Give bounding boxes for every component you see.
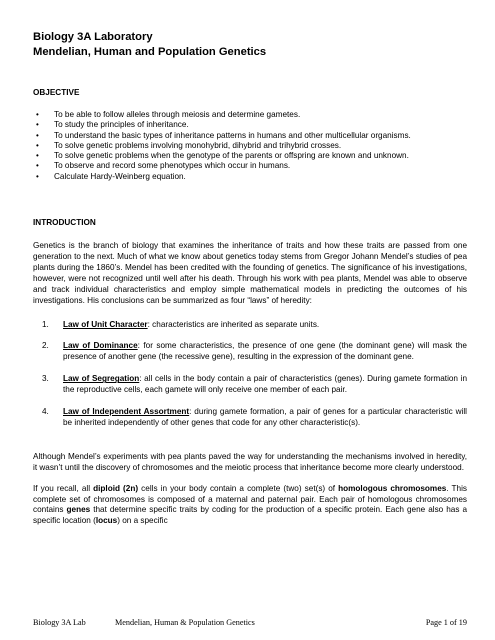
law-name: Law of Unit Character: [63, 319, 148, 329]
page-content: [33, 30, 467, 527]
objective-list: [33, 110, 467, 182]
list-item: • To solve genetic problems when the genotype of the parents or offspring are known and unknown.: [36, 151, 409, 161]
law-item: 3. Law of Segregation: all cells in the body contain a pair of characteristics (genes). During gamete formation in the reproductive cells, each gamete will only receive one member of each pair.: [42, 374, 468, 395]
law-name: Law of Segregation: [63, 374, 140, 384]
footer-course: Biology 3A Lab: [33, 618, 86, 627]
bullet-icon: •: [36, 110, 39, 119]
introduction-heading: INTRODUCTION: [33, 218, 96, 228]
bullet-icon: •: [36, 130, 39, 140]
list-item: • Calculate Hardy-Weinberg equation.: [36, 171, 186, 181]
bullet-icon: •: [36, 161, 39, 171]
document-title: [33, 30, 467, 60]
law-name: Law of Independent Assortment: [63, 407, 190, 417]
law-name: Law of Dominance: [63, 341, 138, 351]
title-line-1: Biology 3A Laboratory: [33, 31, 153, 43]
term-locus: locus: [95, 516, 118, 526]
objective-heading: OBJECTIVE: [33, 88, 80, 97]
bullet-icon: •: [36, 120, 39, 130]
term-diploid: diploid (2n): [93, 483, 139, 493]
bullet-icon: •: [36, 171, 39, 181]
bullet-icon: •: [36, 151, 39, 161]
term-homologous-chromosomes: homologous chromosomes: [338, 483, 447, 493]
bullet-icon: •: [36, 140, 39, 150]
heredity-laws-list: [33, 320, 467, 429]
list-item: • To understand the basic types of inheritance patterns in humans and other multicellular organisms.: [36, 130, 411, 140]
term-genes: genes: [66, 505, 91, 515]
intro-paragraph: Genetics is the branch of biology that examines the inheritance of traits and how these traits are passed from one generation to the next. Much of what we know about genetics today stems from Gregor Johann Mendel’s studies of pea plants during the 1860’s. Mendel has been credited with the founding of genetics. The significance of his investigations, however, were not recognized until well after his death. Through his work with pea plants, Mendel was able to observe and track individual characteristics and employ simple mathematical models in predicting the outcomes of his investigations. His conclusions can be summarized as four “laws” of heredity:: [33, 241, 467, 305]
mendel-chromosome-paragraph: Although Mendel’s experiments with pea plants paved the way for understanding the mechanisms involved in heredity, it wasn’t until the discovery of chromosomes and the meiotic process that inheritance become more clearly understood.: [33, 451, 467, 472]
footer-page-number: Page 1 of 19: [425, 618, 467, 627]
footer-title: Mendelian, Human & Population Genetics: [115, 618, 255, 627]
law-item: 2. Law of Dominance: for some characteristics, the presence of one gene (the dominant gene) will mask the presence of another gene (the recessive gene), resulting in the expression of the dominant gene.: [42, 341, 467, 362]
title-line-2: Mendelian, Human and Population Genetics: [33, 46, 267, 58]
list-item: • To be able to follow alleles through meiosis and determine gametes.: [36, 110, 301, 119]
list-item: • To solve genetic problems involving monohybrid, dihybrid and trihybrid crosses.: [36, 140, 342, 150]
diploid-paragraph: If you recall, all diploid (2n) cells in your body contain a complete (two) set(s) of homologous chromosomes. This complete set of chromosomes is composed of a maternal and paternal pair. Each pair of homologous chromosomes contains genes that determine specific traits by coding for the production of a specific protein. Each gene also has a specific location (locus) on a specific: [33, 483, 468, 526]
list-item: • To observe and record some phenotypes which occur in humans.: [36, 161, 291, 171]
list-item: • To study the principles of inheritance.: [36, 120, 189, 130]
law-item: 4. Law of Independent Assortment: during gamete formation, a pair of genes for a particular characteristic will be inherited independently of other genes that code for any other characteristic(s).: [42, 407, 467, 427]
law-item: 1. Law of Unit Character: characteristics are inherited as separate units.: [42, 319, 320, 329]
